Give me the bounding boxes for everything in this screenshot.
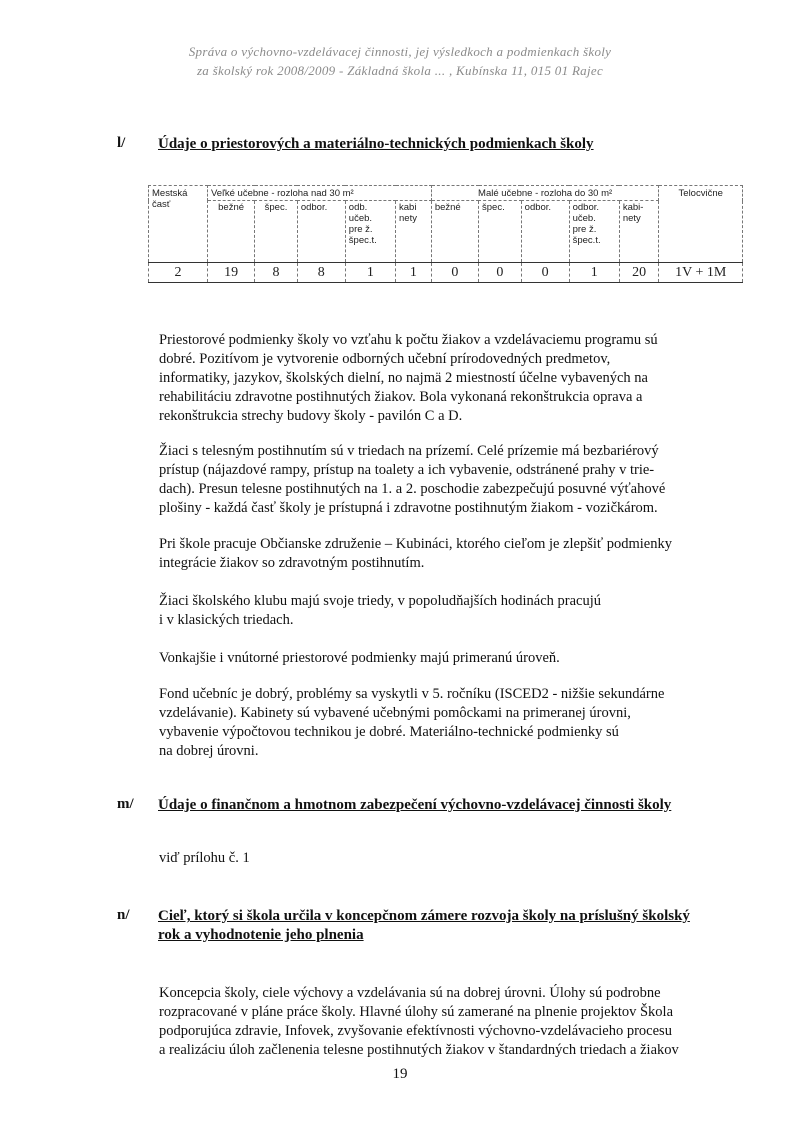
paragraph-obcianske-zdruzenie: Pri škole pracuje Občianske združenie – Kubináci, ktorého cieľom je zlepšiť podmienky integrácie žiakov so zdravotným postihnutím.: [159, 536, 672, 571]
section-n-title-line-2: rok a vyhodnotenie jeho plnenia: [158, 927, 364, 943]
paragraph-telesne-postihnutie: Žiaci s telesným postihnutím sú v triedach na prízemí. Celé prízemie má bezbariérový prístup (nájazdové rampy, prístup na toalety a ich vybavenie, odstránené prahy v trie- dach). Presun telesne postihnutých na 1. a 2. poschodie zabezpečujú posuvné výťahové plošiny - každá časť školy je prístupná i zdravotne postihnutým žiakom - vozičkárom.: [159, 443, 666, 516]
paragraph-priestorove-podmienky: Priestorové podmienky školy vo vzťahu k počtu žiakov a vzdelávaciemu programu sú dobré. Pozitívom je vytvorenie odborných učební prírodovedných predmetov, informatiky, jazykov, školských dielní, no najmä 2 miestností účelne vybavených na rehabilitáciu zdravotne postihnutých žiakov. Bola vykonaná rekonštrukcia oprava a rekonštrukcia strechy budovy školy - pavilón C a D.: [159, 332, 658, 424]
section-l-title: Údaje o priestorových a materiálno-technických podmienkach školy: [158, 136, 594, 152]
section-n-letter: n/: [117, 907, 130, 923]
velke-bezne: bežné: [208, 201, 255, 263]
paragraph-koncepcia-skoly: Koncepcia školy, ciele výchovy a vzdelávania sú na dobrej úrovni. Úlohy sú podrobne rozpracované v pláne práce školy. Hlavné úlohy sú zamerané na plnenie projektov Škola podporujúca zdravie, Infovek, zvyšovanie efektívnosti výchovno-vzdelávacieho procesu a realizáciu úloh začlenenia telesne postihnutých žiakov v štandardných triedach a žiakov: [159, 985, 679, 1058]
male-bezne: bežné: [431, 201, 478, 263]
value-cell: 8: [255, 263, 298, 283]
rooms-table: [148, 185, 743, 283]
paragraph-vonkajsie-podmienky: Vonkajšie i vnútorné priestorové podmienky majú primeranú úroveň.: [159, 650, 560, 666]
velke-odb-uceb: odb. učeb. pre ž. špec.t.: [345, 201, 395, 263]
velke-spec: špec.: [255, 201, 298, 263]
group-velke-ucebne: Veľké učebne - rozloha nad 30 m²: [208, 186, 432, 201]
paragraph-fond-ucebnic: Fond učebníc je dobrý, problémy sa vyskytli v 5. ročníku (ISCED2 - nižšie sekundárne vzdelávanie). Kabinety sú vybavené učebnými pomôckami na primeranej úrovni, vybavenie výpočtovou technikou je dobré. Materiálno-technické podmienky sú na dobrej úrovni.: [159, 686, 665, 759]
value-cell: 1V + 1M: [659, 263, 743, 283]
velke-odbor: odbor.: [297, 201, 345, 263]
col-telocvicne: Telocvične: [659, 186, 743, 263]
paragraph-skolsky-klub: Žiaci školského klubu majú svoje triedy, v popoludňajších hodinách pracujú i v klasických triedach.: [159, 593, 602, 628]
velke-kabinety: kabi nety: [396, 201, 432, 263]
male-odbor: odbor.: [521, 201, 569, 263]
section-m-text: viď prílohu č. 1: [159, 850, 250, 866]
section-l-letter: l/: [117, 135, 126, 151]
value-cell: 0: [521, 263, 569, 283]
value-cell: 19: [208, 263, 255, 283]
male-kabinety: kabi- nety: [619, 201, 659, 263]
value-cell: 2: [149, 263, 208, 283]
section-n-title-line-1: Cieľ, ktorý si škola určila v koncepčnom zámere rozvoja školy na príslušný školský: [158, 908, 690, 924]
male-spec: špec.: [479, 201, 522, 263]
value-cell: 1: [345, 263, 395, 283]
section-m-letter: m/: [117, 796, 134, 812]
male-odb-uceb: odbor. učeb. pre ž. špec.t.: [569, 201, 619, 263]
running-header-line-2: za školský rok 2008/2009 - Základná škola ... , Kubínska 11, 015 01 Rajec: [196, 63, 604, 78]
table-row: [149, 263, 743, 283]
running-header-line-1: Správa o výchovno-vzdelávacej činnosti, jej výsledkoch a podmienkach školy: [188, 44, 612, 59]
section-m-title: Údaje o finančnom a hmotnom zabezpečení výchovno-vzdelávacej činnosti školy: [158, 797, 672, 813]
col-mestska-cast: Mestská časť: [149, 186, 208, 263]
page-number: 19: [392, 1066, 408, 1082]
group-male-ucebne: Malé učebne - rozloha do 30 m²: [431, 186, 659, 201]
value-cell: 8: [297, 263, 345, 283]
value-cell: 20: [619, 263, 659, 283]
value-cell: 0: [431, 263, 478, 283]
value-cell: 1: [396, 263, 432, 283]
value-cell: 1: [569, 263, 619, 283]
value-cell: 0: [479, 263, 522, 283]
